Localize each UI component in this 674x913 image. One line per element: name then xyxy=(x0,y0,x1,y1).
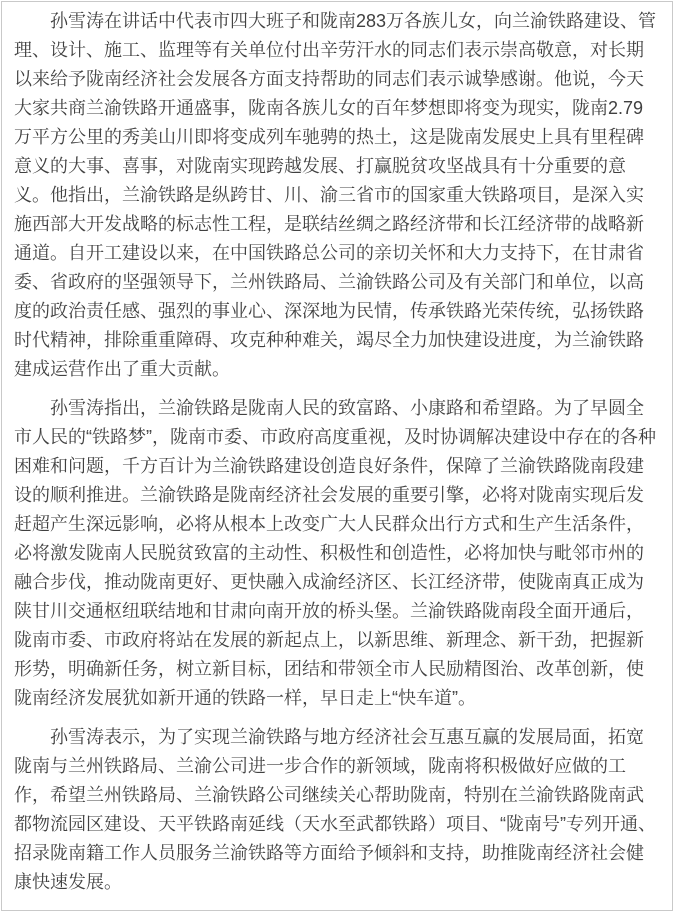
article-body xyxy=(14,7,660,897)
paragraph-2: 孙雪涛指出，兰渝铁路是陇南人民的致富路、小康路和希望路。为了早圆全市人民的“铁路梦”，陇南市委、市政府高度重视，及时协调解决建设中存在的各种困难和问题，千方百计为兰渝铁路建设创造良好条件，保障了兰渝铁路陇南段建设的顺利推进。兰渝铁路是陇南经济社会发展的重要引擎，必将对陇南实现后发赶超产生深远影响，必将从根本上改变广大人民群众出行方式和生产生活条件，必将激发陇南人民脱贫致富的主动性、积极性和创造性，必将加快与毗邻市州的融合步伐，推动陇南更好、更快融入成渝经济区、长江经济带，使陇南真正成为陕甘川交通枢纽联结地和甘肃向南开放的桥头堡。兰渝铁路陇南段全面开通后，陇南市委、市政府将站在发展的新起点上，以新思维、新理念、新干劲，把握新形势，明确新任务，树立新目标，团结和带领全市人民励精图治、改革创新，使陇南经济发展犹如新开通的铁路一样，早日走上“快车道”。 xyxy=(14,398,656,708)
paragraph-1: 孙雪涛在讲话中代表市四大班子和陇南283万各族儿女，向兰渝铁路建设、管理、设计、施工、监理等有关单位付出辛劳汗水的同志们表示崇高敬意，对长期以来给予陇南经济社会发展各方面支持帮助的同志们表示诚挚感谢。他说，今天大家共商兰渝铁路开通盛事，陇南各族儿女的百年梦想即将变为现实，陇南2.79万平方公里的秀美山川即将变成列车驰骋的热土，这是陇南发展史上具有里程碑意义的大事、喜事，对陇南实现跨越发展、打赢脱贫攻坚战具有十分重要的意义。他指出，兰渝铁路是纵跨甘、川、渝三省市的国家重大铁路项目，是深入实施西部大开发战略的标志性工程，是联结丝绸之路经济带和长江经济带的战略新通道。自开工建设以来，在中国铁路总公司的亲切关怀和大力支持下，在甘肃省委、省政府的坚强领导下，兰州铁路局、兰渝铁路公司及有关部门和单位，以高度的政治责任感、强烈的事业心、深深地为民情，传承铁路光荣传统，弘扬铁路时代精神，排除重重障碍、攻克种种难关，竭尽全力加快建设进度，为兰渝铁路建成运营作出了重大贡献。 xyxy=(14,11,657,379)
paragraph-3: 孙雪涛表示，为了实现兰渝铁路与地方经济社会互惠互赢的发展局面，拓宽陇南与兰州铁路局、兰渝公司进一步合作的新领域，陇南将积极做好应做的工作，希望兰州铁路局、兰渝铁路公司继续关心帮助陇南，特别在兰渝铁路陇南武都物流园区建设、天平铁路南延线（天水至武都铁路）项目、“陇南号”专列开通、招录陇南籍工作人员服务兰渝铁路等方面给予倾斜和支持，助推陇南经济社会健康快速发展。 xyxy=(14,727,656,892)
document-page xyxy=(1,1,673,911)
